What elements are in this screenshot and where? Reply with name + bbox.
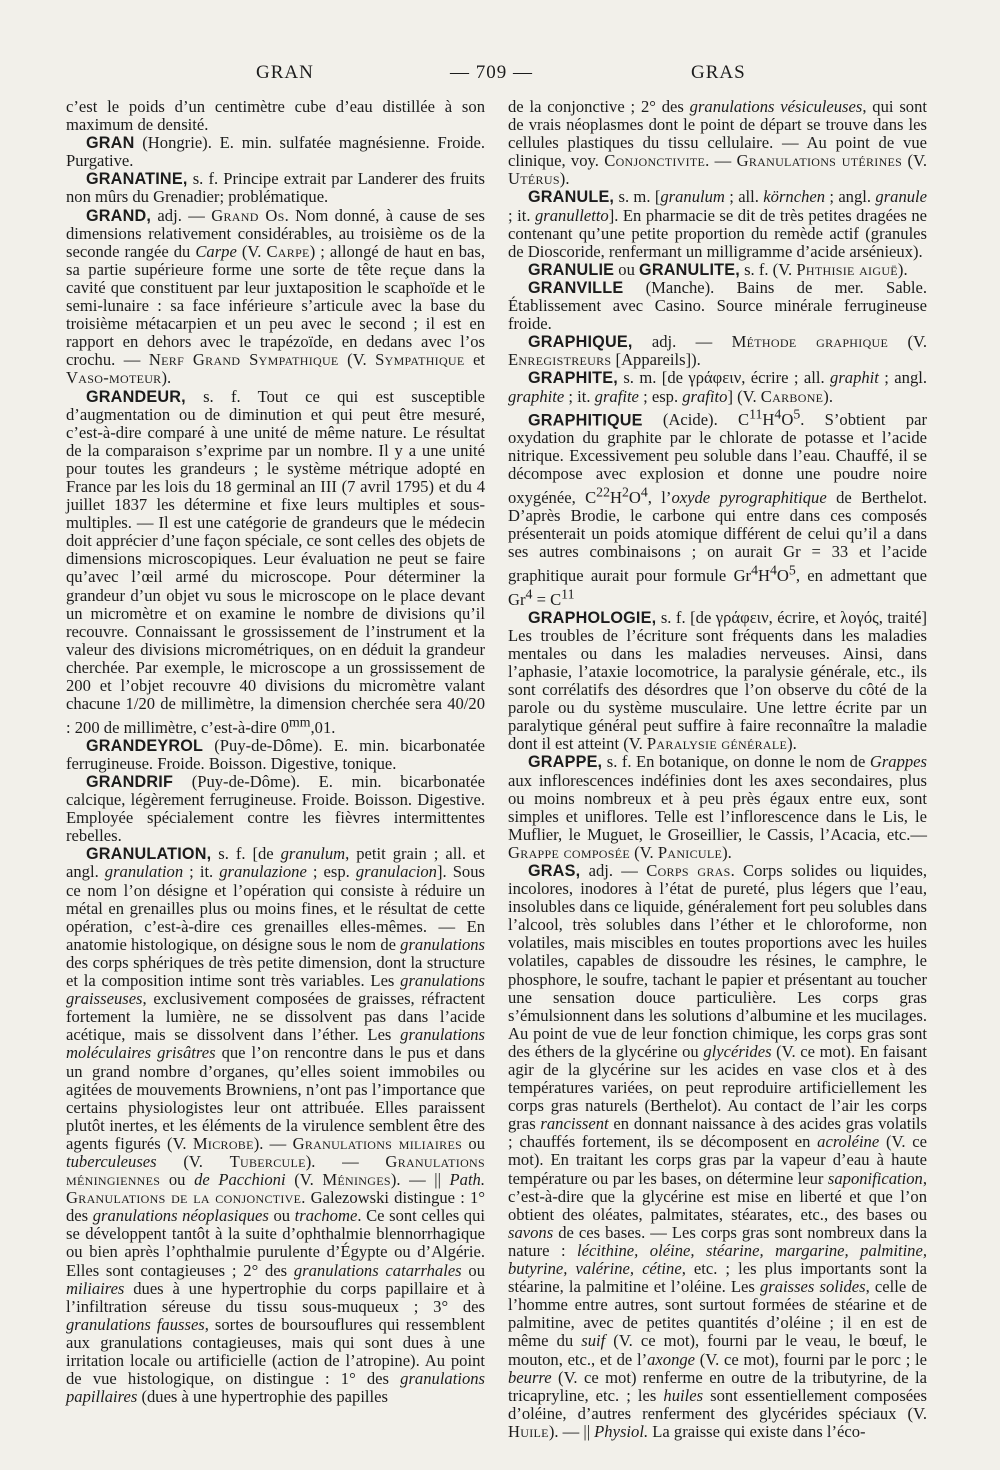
dictionary-entry bbox=[66, 388, 485, 737]
dictionary-entry bbox=[508, 862, 927, 1441]
dictionary-entry bbox=[66, 845, 485, 1406]
dictionary-entry bbox=[66, 170, 485, 206]
entry-headword: GRAN bbox=[86, 134, 135, 153]
entry-body: de la conjonctive ; 2° des granulations vésiculeuses, qui sont de vrais néoplasmes dont le point de départ se trouve dans les cellules plastiques du tissu cellulaire. — Au point de vue clinique, voy. Conjonctivite. — Granulations utérines (V. Utérus). bbox=[508, 97, 928, 189]
entry-body: (Acide). $C^{11}H^4O^5$. S’obtient par oxydation du graphite par le chlorate de potasse et l’acide nitrique. Excessivement peu soluble dans l’eau. Chauffé, il se décompose avec explosion et donne une poudre noire oxygénée, $C^{22}H^2O^4$, l’oxyde pyrographitique de Berthelot. D’après Brodie, le carbone qui entre dans ces composés présenterait un poids atomique différent de celui qu’il a dans ses autres combinaisons ; on aurait Gr = 33 et l’acide graphitique aurait pour formule $Gr^4H^4O^5$, en admettant que $Gr^4 = C^{11}$ bbox=[508, 406, 927, 609]
entry-headword: GRANULE, bbox=[528, 188, 615, 207]
entry-body: (Hongrie). E. min. sulfatée magnésienne. Froide. Purgative. bbox=[66, 133, 485, 171]
dictionary-entry bbox=[508, 753, 927, 862]
dictionary-entry bbox=[66, 773, 485, 845]
dictionary-entry bbox=[508, 188, 927, 260]
entry-body: c’est le poids d’un centimètre cube d’eau distillée à son maximum de densité. bbox=[66, 97, 485, 135]
entry-body: s. f. [de γράφειν, écrire, et λογός, traité] Les troubles de l’écriture sont fréquents dans les maladies mentales ou dans les maladies nerveuses. Ainsi, dans l’aphasie, l’ataxie locomotrice, la paralysie générale, etc., ils sont corrélatifs des désordres que l’on observe du côté de la parole ou du système musculaire. Une lettre écrite par un paralytique général peut suffire à faire reconnaître la maladie dont il est atteint (V. Paralysie générale). bbox=[508, 607, 927, 754]
dictionary-entry bbox=[508, 369, 927, 405]
dictionary-entry bbox=[508, 261, 927, 279]
entry-headword: GRANDEUR, bbox=[86, 387, 186, 406]
entry-body: (Puy-de-Dôme). E. min. bicarbonatée ferrugineuse. Froide. Boisson. Digestive, tonique. bbox=[66, 735, 485, 773]
entry-body: s. f. Tout ce qui est susceptible d’augmentation ou de diminution et qui peut être mesuré, c’est-à-dire comparé à une unité de même nature. Le résultat de la comparaison s’exprime par un nombre. Il y a une unité pour toutes les grandeurs ; le système métrique adopté en France par les lois du 18 germinal an III (7 avril 1795) et du 4 juillet 1837 les détermine et fixe leurs multiples et sous-multiples. — Il est une catégorie de grandeurs que le médecin doit apprécier d’une façon spéciale, ce sont celles des objets de dimensions microscopiques. Leur évaluation ne peut se faire qu’avec l’œil armé du microscope. Pour déterminer la grandeur d’un objet vu sous le microscope on le place devant un micromètre et on examine le nombre de divisions qu’il recouvre. Connaissant le grossissement de l’instrument et la valeur des divisions micrométriques, on en déduit la grandeur cherchée. Par exemple, le microscope a un grossissement de 200 et l’objet recouvre 40 divisions du micromètre valant chacune 1/20 de millimètre, la dimension cherchée sera 40/20 : 200 de millimètre, c’est-à-dire $0^{mm},01$. bbox=[66, 386, 485, 737]
entry-body: (Puy-de-Dôme). E. min. bicarbonatée calcique, légèrement ferrugineuse. Froide. Boisson. Digestive. Employée spécialement contre les fièvres intermittentes rebelles. bbox=[66, 772, 485, 846]
entry-body: s. f. [de granulum, petit grain ; all. et angl. granulation ; it. granulazione ; esp. granulacion]. Sous ce nom l’on désigne et l’opération qui consiste à réduire un métal en grenailles plus ou moins fines, et le résultat de cette opération, c’est-à-dire ces grenailles elles-mêmes. — En anatomie histologique, on désigne sous le nom de granulations des corps sphériques de très petite dimension, dont la structure et la composition intime sont très variables. Les granulations graisseuses, exclusivement composées de graisses, réfractent fortement la lumière, ne se dissolvent pas dans l’acide acétique, mais se dissolvent dans l’éther. Les granulations moléculaires grisâtres que l’on rencontre dans le pus et dans un grand nombre d’organes, qu’elles soient immobiles ou agitées de mouvements Browniens, n’ont pas l’importance que certains physiologistes leur ont attribuée. Elles paraissent plutôt inertes, et les éléments de la virulence semblent être des agents figurés (V. Microbe). — Granulations miliaires ou tuberculeuses (V. Tubercule). — Granulations méningiennes ou de Pacchioni (V. Méninges). — || Path. Granulations de la conjonctive. Galezowski distingue : 1° des granulations néoplasiques ou trachome. Ce sont celles qui se développent tantôt à la suite d’ophthalmie blennorrhagique ou bien après l’ophthalmie purulente d’Égypte ou d’Algérie. Elles sont contagieuses ; 2° des granulations catarrhales ou miliaires dues à une hypertrophie du corps papillaire et à l’infiltration séreuse du tissu sous-muqueux ; 3° des granulations fausses, sortes de boursouflures qui ressemblent aux granulations contagieuses, mais qui sont dues à une irritation locale ou artificielle (action de l’atropine). Au point de vue histologique, on distingue : 1° des granulations papillaires (dues à une hypertrophie des papilles bbox=[66, 844, 486, 1407]
dictionary-entry bbox=[508, 406, 927, 609]
entry-headword: GRANVILLE bbox=[528, 278, 624, 297]
entry-headword: GRANDRIF bbox=[86, 773, 174, 791]
header-right-guide-word: GRAS bbox=[691, 62, 746, 83]
left-column bbox=[66, 97, 486, 1407]
entry-body: s. f. Principe extrait par Landerer des fruits non mûrs du Grenadier; problématique. bbox=[66, 169, 485, 207]
page-number: — 709 — bbox=[450, 62, 533, 83]
entry-headword: GRAS, bbox=[528, 861, 581, 880]
dictionary-entry bbox=[66, 134, 485, 170]
entry-headword: GRAPHITIQUE bbox=[528, 411, 643, 430]
entry-headword: GRANATINE, bbox=[86, 170, 188, 189]
dictionary-entry bbox=[508, 609, 927, 754]
entry-headword: GRAND, bbox=[86, 206, 152, 225]
entry-headword: GRAPPE, bbox=[528, 753, 603, 772]
entry-continuation bbox=[66, 98, 485, 134]
entry-headword: GRANULIE bbox=[528, 260, 615, 279]
entry-headword: GRAPHIQUE, bbox=[528, 333, 633, 352]
entry-continuation bbox=[508, 98, 927, 188]
entry-body: ou GRANULITE, s. f. (V. Phthisie aiguë). bbox=[614, 259, 908, 279]
entry-body: adj. — Méthode graphique (V. Enregistreurs [Appareils]). bbox=[508, 332, 928, 370]
entry-body: s. m. [de γράφειν, écrire ; all. graphit ; angl. graphite ; it. grafite ; esp. grafito] (V. Carbone). bbox=[508, 368, 928, 406]
entry-body: adj. — Corps gras. Corps solides ou liquides, incolores, inodores à l’état de pureté, plus légers que l’eau, insolubles dans ce liquide, généralement fort peu solubles dans l’alcool, très solubles dans l’éther et le chloroforme, non volatiles, mais miscibles en toutes proportions avec les huiles volatiles, capables de dissoudre les résines, le camphre, le phosphore, le soufre, tachant le papier et présentant au toucher une sensation douce particulière. Les corps gras s’émulsionnent dans les solutions d’albumine et les mucilages. Au point de vue de leur fonction chimique, les corps gras sont des éthers de la glycérine ou glycérides (V. ce mot). En faisant agir de la glycérine sur les acides en vase clos et à des températures variées, on peut reproduire artificiellement les corps gras naturels (Berthelot). Au contact de l’air les corps gras rancissent en donnant naissance à des acides gras volatils ; chauffés fortement, ils se décomposent en acroléine (V. ce mot). En traitant les corps gras par la vapeur d’eau à haute température ou par les bases, on détermine leur saponification, c’est-à-dire que la glycérine est mise en liberté et que l’on obtient des oléates, palmitates, stéarates, etc., des bases ou savons de ces bases. — Les corps gras sont nombreux dans la nature : lécithine, oléine, stéarine, margarine, palmitine, butyrine, valérine, cétine, etc. ; les plus importants sont la stéarine, la palmitine et l’oléine. Les graisses solides, celle de l’homme entre autres, sont surtout formées de stéarine et de palmitine, avec de petites quantités d’oléine ; il en est de même du suif (V. ce mot), fourni par le veau, le bœuf, le mouton, etc., et de l’axonge (V. ce mot), fourni par le porc ; le beurre (V. ce mot) renferme en outre de la tributyrine, de la tricapryline, etc. ; les huiles sont essentiellement composées d’oléine, d’autres renferment des glycérides spéciaux (V. Huile). — || Physiol. La graisse qui existe dans l’éco- bbox=[508, 860, 928, 1441]
entry-body: s. m. [granulum ; all. körnchen ; angl. granule ; it. granulletto]. En pharmacie se dit de très petites dragées ne contenant qu’une petite proportion du remède actif (granules de Dioscoride, renfermant un milligramme d’acide arsénieux). bbox=[508, 187, 928, 261]
entry-body: s. f. En botanique, on donne le nom de Grappes aux inflorescences indéfinies dont les axes secondaires, plus ou moins nombreux et à peu près égaux entre eux, sont simples et uniflores. Telle est l’inflorescence dans le Lis, le Muflier, le Muguet, le Groseillier, le Cassis, l’Acacia, etc.— Grappe composée (V. Panicule). bbox=[508, 752, 927, 862]
entry-body: adj. — Grand Os. Nom donné, à cause de ses dimensions relativement considérables, au troisième os de la seconde rangée du Carpe (V. Carpe) ; allongé de haut en bas, sa partie supérieure forme une sorte de tête reçue dans la cavité que constituent par leur juxtaposition le scaphoïde et le semi-lunaire : sa face inférieure s’articule avec la base du troisième métacarpien et un peu avec le second ; il est en rapport en dehors avec le trapézoïde, en dedans avec l’os crochu. — Nerf Grand Sympathique (V. Sympathique et Vaso-moteur). bbox=[66, 205, 486, 388]
header-left-guide-word: GRAN bbox=[256, 62, 314, 83]
dictionary-entry bbox=[66, 207, 485, 388]
entry-headword: GRAPHITE, bbox=[528, 369, 618, 388]
right-column bbox=[508, 97, 928, 1441]
dictionary-entry bbox=[508, 279, 927, 333]
dictionary-entry bbox=[508, 333, 927, 369]
entry-body: (Manche). Bains de mer. Sable. Établissement avec Casino. Source minérale ferrugineuse froide. bbox=[508, 277, 927, 334]
entry-headword: GRAPHOLOGIE, bbox=[528, 608, 657, 627]
dictionary-entry bbox=[66, 737, 485, 773]
running-header bbox=[66, 62, 936, 88]
entry-headword: GRANDEYROL bbox=[86, 736, 204, 755]
entry-headword: GRANULATION, bbox=[86, 845, 212, 864]
